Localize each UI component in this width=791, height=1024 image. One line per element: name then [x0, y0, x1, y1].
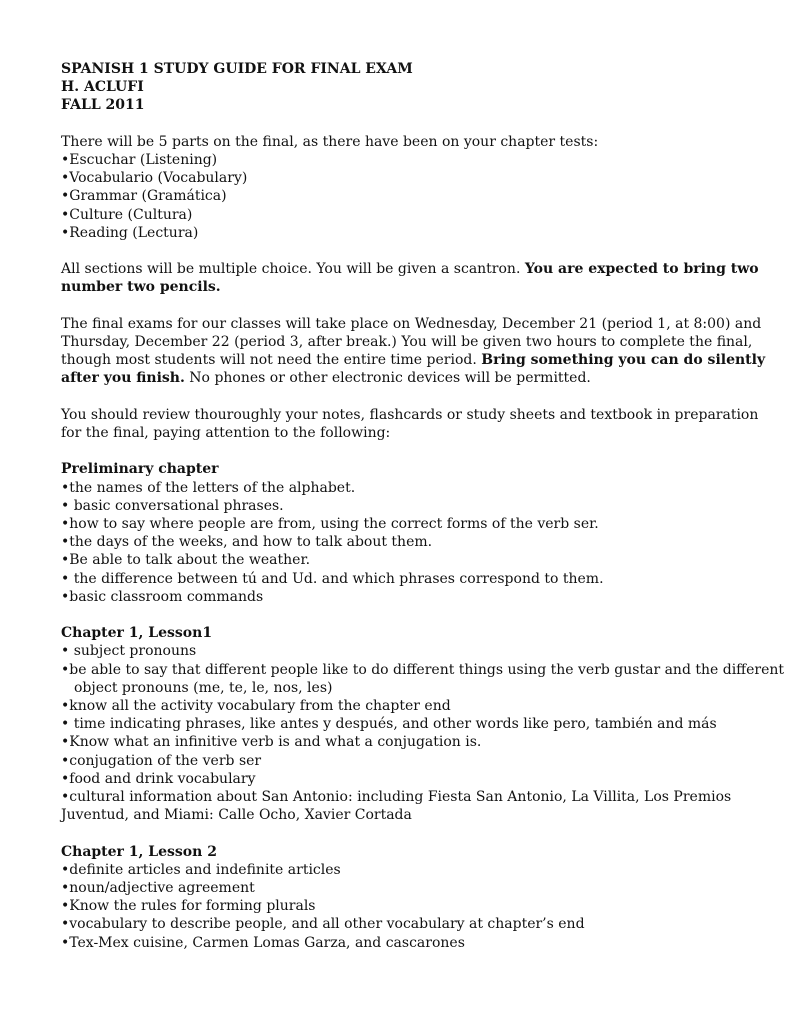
list-item: •how to say where people are from, using the correct forms of the verb ser.: [61, 516, 599, 532]
schedule-line: The final exams for our classes will take place on Wednesday, December 21 (period 1, at 8:00) and: [61, 315, 762, 332]
spacer: [61, 242, 741, 260]
list-item-continuation: Juventud, and Miami: Calle Ocho, Xavier Cortada: [61, 807, 412, 824]
schedule-emphasis: after you finish.: [61, 370, 185, 387]
schedule-line: [61, 369, 741, 387]
part-item: •Grammar (Gramática): [61, 188, 227, 205]
schedule-line: [61, 351, 766, 369]
part-item: •Culture (Cultura): [61, 206, 193, 223]
format-emphasis: You are expected to bring two: [524, 261, 759, 278]
schedule-line: Thursday, December 22 (period 3, after break.) You will be given two hours to complete the final,: [61, 334, 753, 350]
list-item: • basic conversational phrases.: [61, 497, 284, 514]
section-heading-chapter1-lesson1: Chapter 1, Lesson1: [61, 625, 213, 642]
list-item: •Be able to talk about the weather.: [61, 552, 311, 569]
review-line: You should review thouroughly your notes, flashcards or study sheets and textbook in preparation: [61, 406, 759, 423]
spacer: [61, 297, 741, 315]
schedule-text: No phones or other electronic devices will be permitted.: [184, 370, 591, 387]
list-item: •conjugation of the verb ser: [61, 752, 262, 769]
list-item: •the names of the letters of the alphabet.: [61, 479, 356, 496]
section-heading-preliminary: Preliminary chapter: [61, 461, 219, 478]
spacer: [61, 115, 741, 133]
part-item: •Escuchar (Listening): [61, 152, 218, 168]
list-item: •noun/adjective agreement: [61, 880, 255, 897]
list-item: •basic classroom commands: [61, 588, 264, 605]
part-item: •Reading (Lectura): [61, 224, 199, 241]
list-item: • subject pronouns: [61, 643, 197, 660]
list-item: • the difference between tú and Ud. and which phrases correspond to them.: [61, 570, 604, 587]
term: FALL 2011: [61, 97, 145, 114]
list-item: •the days of the weeks, and how to talk about them.: [61, 534, 433, 551]
spacer: [61, 388, 741, 406]
document-page: [61, 60, 785, 952]
list-item: •cultural information about San Antonio: including Fiesta San Antonio, La Villita, Los Premios: [61, 789, 732, 806]
format-emphasis: number two pencils.: [61, 279, 221, 296]
list-item: •Tex-Mex cuisine, Carmen Lomas Garza, and cascarones: [61, 934, 465, 951]
list-item-continuation: object pronouns (me, te, le, nos, les): [74, 679, 333, 696]
list-item: •be able to say that different people like to do different things using the verb gustar and the different: [61, 661, 785, 678]
section-heading-chapter1-lesson2: Chapter 1, Lesson 2: [61, 843, 217, 860]
parts-intro: There will be 5 parts on the final, as there have been on your chapter tests:: [61, 133, 599, 150]
list-item: •vocabulary to describe people, and all other vocabulary at chapter’s end: [61, 916, 585, 933]
format-paragraph-line: [61, 260, 759, 278]
list-item: • time indicating phrases, like antes y después, and other words like pero, también and más: [61, 716, 717, 733]
list-item: •Know the rules for forming plurals: [61, 898, 316, 915]
list-item: •food and drink vocabulary: [61, 770, 256, 787]
teacher-name: H. ACLUFI: [61, 79, 144, 96]
list-item: •Know what an infinitive verb is and what a conjugation is.: [61, 734, 482, 751]
part-item: •Vocabulario (Vocabulary): [61, 170, 248, 187]
spacer: [61, 442, 741, 460]
schedule-emphasis: Bring something you can do silently: [481, 352, 766, 369]
list-item: •definite articles and indefinite articles: [61, 861, 341, 878]
review-line: for the final, paying attention to the following:: [61, 425, 391, 441]
spacer: [61, 606, 741, 624]
spacer: [61, 824, 741, 842]
format-text: All sections will be multiple choice. You will be given a scantron.: [61, 261, 525, 278]
schedule-text: though most students will not need the entire time period.: [61, 352, 482, 369]
document-title: SPANISH 1 STUDY GUIDE FOR FINAL EXAM: [61, 61, 413, 77]
list-item: •know all the activity vocabulary from the chapter end: [61, 698, 451, 715]
